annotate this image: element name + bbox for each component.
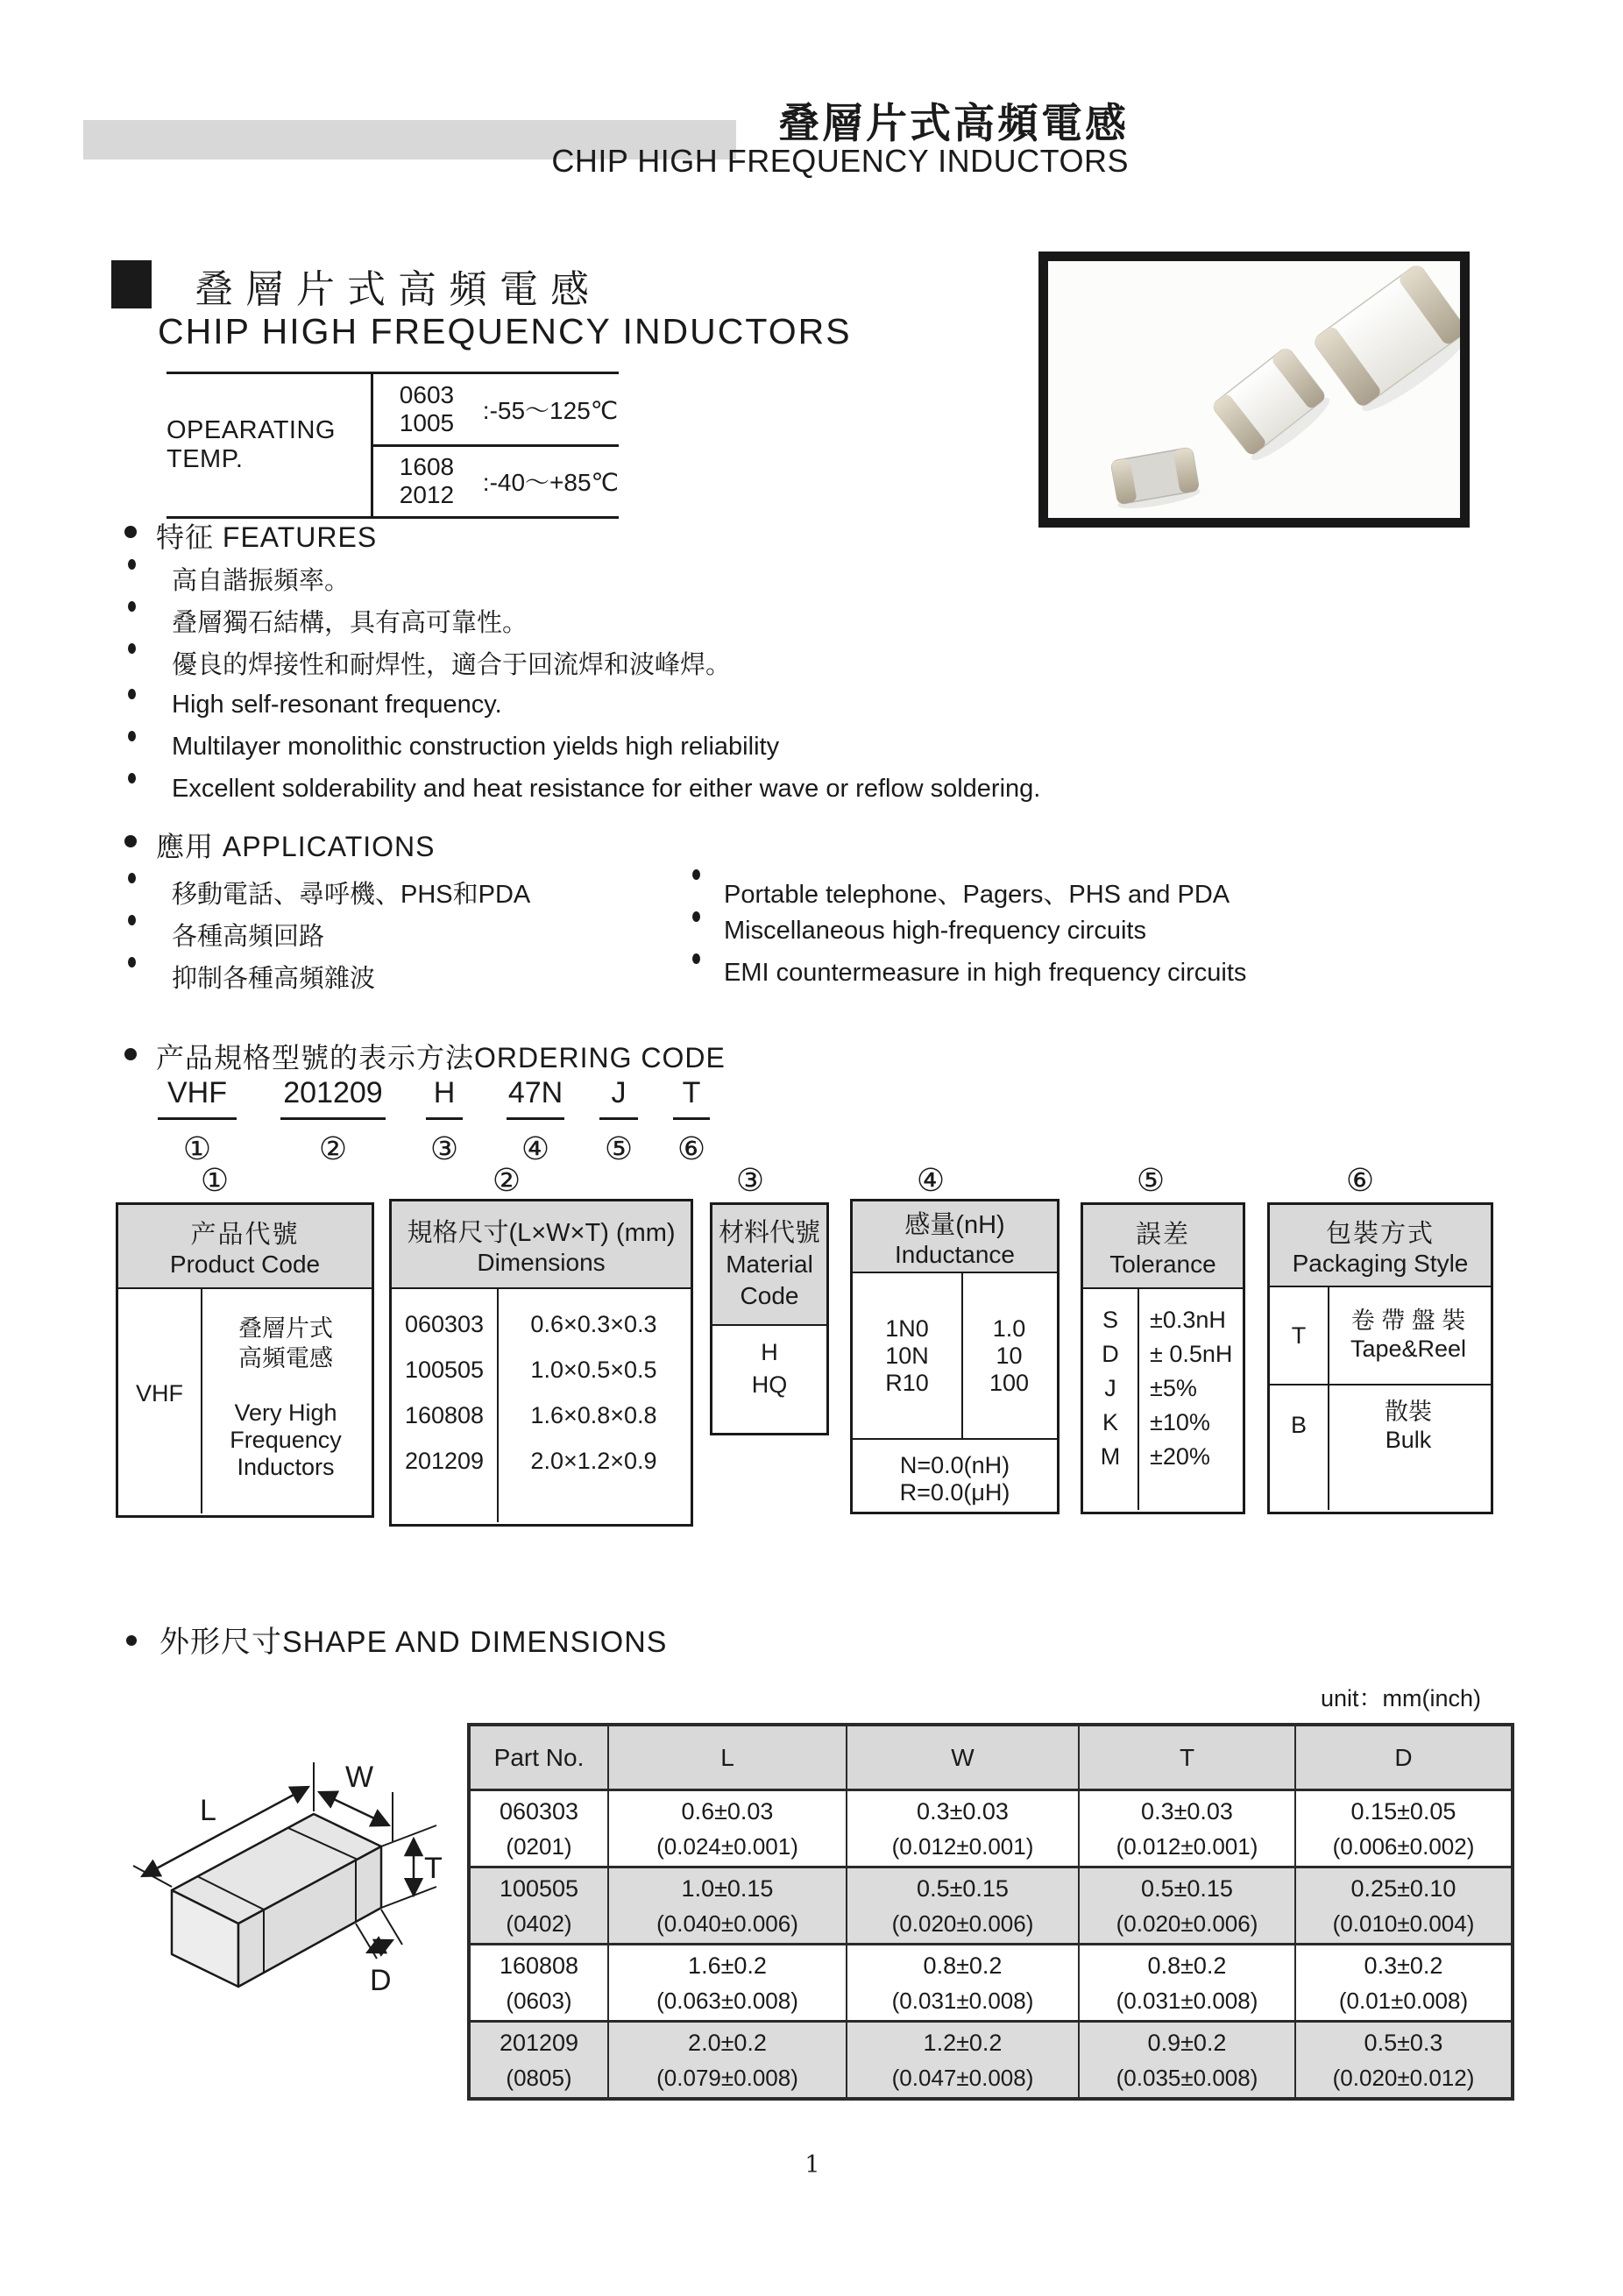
- table-digit-2: ②: [492, 1162, 521, 1198]
- feature-item: High self-resonant frequency.: [172, 691, 502, 719]
- temp-code: 0603: [399, 380, 455, 408]
- temp-range: :-55～125℃: [482, 396, 619, 424]
- tolerance-value: ±20%: [1150, 1443, 1210, 1470]
- ordering-bullet-icon: [124, 1048, 137, 1060]
- section-title-en: CHIP HIGH FREQUENCY INDUCTORS: [158, 311, 852, 351]
- dims-value-cell: 0.3±0.03 (0.012±0.001): [847, 1791, 1080, 1868]
- page-number: 1: [804, 2151, 820, 2179]
- application-item: EMI countermeasure in high frequency circuits: [724, 959, 1247, 987]
- product-code-value: VHF: [136, 1380, 183, 1407]
- size-code: 201209: [404, 1448, 485, 1474]
- code-digit-6: ⑥: [677, 1130, 706, 1166]
- size-code: 100505: [404, 1357, 485, 1383]
- size-code: 160808: [404, 1402, 485, 1428]
- dims-col-header: L: [609, 1726, 847, 1791]
- order-code-part-3: H: [426, 1076, 463, 1120]
- inductance-value: 1.0: [992, 1315, 1026, 1342]
- temp-row-1: [373, 374, 619, 444]
- size-value: 0.6×0.3×0.3: [530, 1311, 657, 1337]
- tolerance-code: J: [1104, 1375, 1116, 1401]
- material-code-table: [710, 1202, 829, 1435]
- bullet-icon: [128, 773, 136, 783]
- tolerance-value: ±10%: [1150, 1409, 1210, 1435]
- dim-label-t: T: [424, 1852, 443, 1885]
- application-item: Miscellaneous high-frequency circuits: [724, 917, 1146, 945]
- dims-value-cell: 0.5±0.3 (0.020±0.012): [1296, 2023, 1511, 2097]
- dims-value-cell: 0.6±0.03 (0.024±0.001): [609, 1791, 847, 1868]
- packaging-desc-en: Bulk: [1385, 1427, 1432, 1453]
- size-value: 1.6×0.8×0.8: [530, 1402, 657, 1428]
- product-photo-image: [1048, 261, 1460, 518]
- tolerance-value: ±5%: [1150, 1375, 1197, 1401]
- applications-heading: 應用 APPLICATIONS: [156, 831, 436, 862]
- dims-part-cell: 100505 (0402): [471, 1868, 609, 1945]
- bullet-icon: [128, 915, 136, 925]
- size-value: 2.0×1.2×0.9: [530, 1448, 657, 1474]
- table-header-zh: 感量(nH): [904, 1210, 1005, 1239]
- chip-small: [1109, 447, 1201, 513]
- bullet-icon: [128, 643, 136, 654]
- unit-label: unit：mm(inch): [1320, 1685, 1481, 1711]
- dims-value-cell: 0.9±0.2 (0.035±0.008): [1080, 2023, 1296, 2097]
- tolerance-table: [1081, 1202, 1245, 1514]
- code-digit-5: ⑤: [604, 1130, 634, 1166]
- material-value: HQ: [751, 1371, 788, 1398]
- code-digit-1: ①: [182, 1130, 212, 1166]
- inductance-code: 1N0: [885, 1315, 929, 1342]
- dims-value-cell: 0.25±0.10 (0.010±0.004): [1296, 1868, 1511, 1945]
- inductance-note: R=0.0(μH): [899, 1479, 1010, 1506]
- application-item: 抑制各種高頻雜波: [172, 965, 376, 993]
- feature-item: 高自諧振頻率。: [172, 567, 351, 595]
- tolerance-value: ±0.3nH: [1150, 1307, 1226, 1333]
- dimensions-table: [467, 1723, 1514, 2101]
- packaging-code: T: [1291, 1322, 1307, 1349]
- code-digit-3: ③: [429, 1130, 459, 1166]
- packaging-code: B: [1290, 1412, 1307, 1438]
- table-digit-5: ⑤: [1136, 1162, 1166, 1198]
- application-item: 移動電話、尋呼機、PHS和PDA: [172, 881, 531, 909]
- feature-item: Excellent solderability and heat resistance for either wave or reflow soldering.: [172, 775, 1041, 803]
- temp-range: :-40～+85℃: [482, 469, 619, 497]
- temp-row-2: [373, 444, 619, 517]
- feature-item: 叠層獨石結構，具有高可靠性。: [172, 609, 528, 637]
- dims-part-cell: 160808 (0603): [471, 1945, 609, 2023]
- table-digit-6: ⑥: [1345, 1162, 1375, 1198]
- temp-code: 1005: [399, 408, 455, 436]
- bullet-icon: [692, 911, 700, 922]
- shape-heading: 外形尺寸SHAPE AND DIMENSIONS: [159, 1626, 668, 1659]
- page-title-zh: 叠層片式高頻電感: [778, 100, 1129, 146]
- feature-item: Multilayer monolithic construction yields high reliability: [172, 733, 780, 761]
- dims-col-header: Part No.: [471, 1726, 609, 1791]
- tolerance-value: ± 0.5nH: [1150, 1341, 1233, 1367]
- operating-temp-table: [167, 372, 619, 519]
- inductance-table: [850, 1199, 1060, 1514]
- table-header-en: Tolerance: [1109, 1250, 1216, 1278]
- inductance-code: 10N: [885, 1343, 929, 1369]
- packaging-desc-zh: 散裝: [1385, 1399, 1432, 1425]
- table-header-zh: 誤差: [1135, 1220, 1190, 1249]
- product-desc-zh: 高頻電感: [238, 1345, 333, 1371]
- code-digit-2: ②: [318, 1130, 348, 1166]
- table-header-en: Dimensions: [477, 1248, 606, 1276]
- dims-value-cell: 0.5±0.15 (0.020±0.006): [1080, 1868, 1296, 1945]
- bullet-icon: [128, 601, 136, 612]
- section-title-zh: 叠層片式高頻電感: [195, 268, 601, 311]
- feature-item: 優良的焊接性和耐焊性，適合于回流焊和波峰焊。: [172, 651, 732, 679]
- dims-value-cell: 0.3±0.2 (0.01±0.008): [1296, 1945, 1511, 2023]
- order-code-part-4: 47N: [507, 1076, 564, 1120]
- bullet-icon: [128, 731, 136, 741]
- table-digit-3: ③: [735, 1162, 765, 1198]
- dimension-diagram: [88, 1748, 456, 2103]
- order-code-part-6: T: [673, 1076, 710, 1120]
- inductance-value: 10: [996, 1343, 1023, 1369]
- dim-label-d: D: [370, 1964, 392, 1997]
- dims-col-header: T: [1080, 1726, 1296, 1791]
- order-code-part-2: 201209: [280, 1076, 386, 1120]
- bullet-icon: [128, 559, 136, 570]
- product-desc-en: Very High: [234, 1400, 337, 1426]
- product-desc-en: Inductors: [237, 1454, 335, 1480]
- table-digit-1: ①: [200, 1162, 230, 1198]
- inductance-value: 100: [989, 1370, 1030, 1396]
- dims-value-cell: 0.15±0.05 (0.006±0.002): [1296, 1791, 1511, 1868]
- chip-large: [1312, 263, 1460, 420]
- applications-bullet-icon: [124, 835, 137, 847]
- tolerance-code: S: [1102, 1307, 1118, 1333]
- table-header-en: Product Code: [169, 1250, 321, 1278]
- temp-label: OPEARATING TEMP.: [167, 374, 373, 516]
- inductance-note: N=0.0(nH): [899, 1452, 1010, 1478]
- dims-value-cell: 0.3±0.03 (0.012±0.001): [1080, 1791, 1296, 1868]
- dims-value-cell: 1.0±0.15 (0.040±0.006): [609, 1868, 847, 1945]
- size-code: 060303: [404, 1311, 485, 1337]
- chip-medium: [1210, 345, 1335, 466]
- dims-col-header: W: [847, 1726, 1080, 1791]
- ordering-heading: 产品規格型號的表示方法ORDERING CODE: [156, 1042, 726, 1074]
- tolerance-code: D: [1102, 1341, 1119, 1367]
- tolerance-code: M: [1100, 1443, 1121, 1470]
- dims-value-cell: 0.5±0.15 (0.020±0.006): [847, 1868, 1080, 1945]
- temp-code: 1608: [399, 453, 455, 481]
- product-desc-zh: 叠層片式: [238, 1315, 333, 1342]
- product-photo: [1038, 252, 1470, 528]
- table-digit-4: ④: [916, 1162, 946, 1198]
- table-header-en: Packaging Style: [1292, 1249, 1469, 1277]
- table-header-en: Inductance: [895, 1240, 1015, 1268]
- application-item: Portable telephone、Pagers、PHS and PDA: [724, 881, 1230, 909]
- dims-value-cell: 0.8±0.2 (0.031±0.008): [847, 1945, 1080, 2023]
- dims-part-cell: 060303 (0201): [471, 1791, 609, 1868]
- dims-col-header: D: [1296, 1726, 1511, 1791]
- dimensions-code-table: [389, 1199, 693, 1527]
- packaging-desc-en: Tape&Reel: [1350, 1336, 1467, 1362]
- order-code-part-5: J: [599, 1076, 638, 1120]
- packaging-desc-zh: 卷 帶 盤 裝: [1350, 1307, 1466, 1334]
- dims-value-cell: 0.8±0.2 (0.031±0.008): [1080, 1945, 1296, 2023]
- dim-label-w: W: [345, 1761, 374, 1794]
- bullet-icon: [128, 873, 136, 883]
- shape-bullet-icon: [126, 1635, 137, 1646]
- table-header-en: Material: [726, 1251, 813, 1278]
- bullet-icon: [128, 689, 136, 699]
- page-title-en: CHIP HIGH FREQUENCY INDUCTORS: [551, 143, 1129, 179]
- table-header-en: Code: [740, 1282, 799, 1309]
- bullet-icon: [692, 869, 700, 880]
- table-header-zh: 包裝方式: [1325, 1219, 1435, 1248]
- table-header-zh: 規格尺寸(L×W×T) (mm): [407, 1218, 676, 1247]
- black-square-bullet: [111, 260, 152, 308]
- bullet-icon: [128, 957, 136, 967]
- material-value: H: [761, 1339, 778, 1365]
- inductance-code: R10: [885, 1370, 929, 1396]
- tolerance-code: K: [1102, 1409, 1118, 1435]
- packaging-table: [1267, 1202, 1493, 1514]
- dims-value-cell: 1.6±0.2 (0.063±0.008): [609, 1945, 847, 2023]
- product-code-table: [116, 1202, 374, 1518]
- temp-code: 2012: [399, 481, 455, 509]
- order-code-part-1: VHF: [158, 1076, 237, 1120]
- application-item: 各種高頻回路: [172, 923, 325, 951]
- dims-value-cell: 1.2±0.2 (0.047±0.008): [847, 2023, 1080, 2097]
- bullet-icon: [692, 953, 700, 964]
- dims-part-cell: 201209 (0805): [471, 2023, 609, 2097]
- table-header-zh: 材料代號: [718, 1219, 820, 1247]
- table-header-zh: 产品代號: [190, 1220, 300, 1249]
- product-desc-en: Frequency: [230, 1427, 342, 1453]
- dims-value-cell: 2.0±0.2 (0.079±0.008): [609, 2023, 847, 2097]
- size-value: 1.0×0.5×0.5: [530, 1357, 657, 1383]
- features-heading: 特征 FEATURES: [156, 521, 378, 553]
- code-digit-4: ④: [521, 1130, 550, 1166]
- features-bullet-icon: [124, 526, 137, 538]
- dim-label-l: L: [200, 1794, 216, 1827]
